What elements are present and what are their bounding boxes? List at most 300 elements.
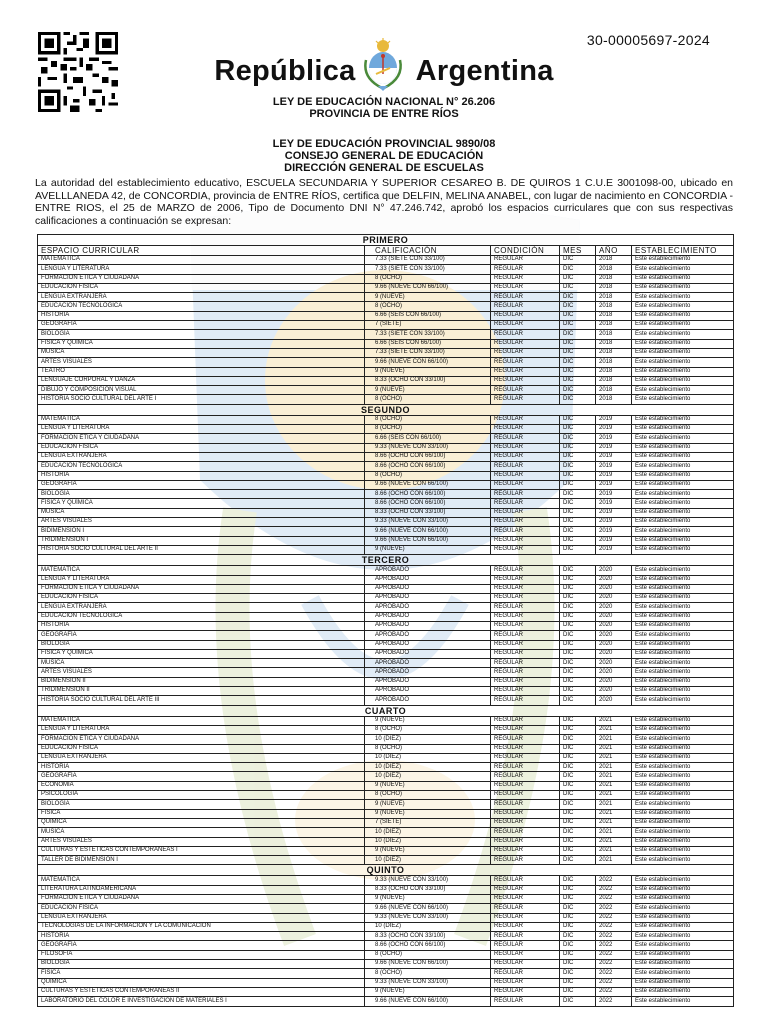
grade-cell: 8.66 (OCHO CON 66/100) [365, 941, 491, 950]
table-row [38, 876, 734, 885]
year-cell: 2019 [596, 490, 632, 499]
law-provincial: LEY DE EDUCACIÓN PROVINCIAL 9890/08 [272, 138, 496, 150]
section-header [38, 705, 734, 716]
year-cell: 2018 [596, 395, 632, 404]
school-cell: Este establecimiento [632, 480, 734, 489]
table-row [38, 584, 734, 593]
school-cell: Este establecimiento [632, 987, 734, 996]
table-row [38, 818, 734, 827]
condition-cell: REGULAR [491, 434, 560, 443]
subject-cell: ARTES VISUALES [38, 668, 365, 677]
school-cell: Este establecimiento [632, 621, 734, 630]
grade-cell: APROBADO [365, 621, 491, 630]
table-row [38, 265, 734, 274]
condition-cell: REGULAR [491, 386, 560, 395]
month-cell: DIC [560, 763, 596, 772]
table-row [38, 545, 734, 554]
section-header [38, 404, 734, 415]
month-cell: DIC [560, 659, 596, 668]
month-cell: DIC [560, 452, 596, 461]
grade-cell: 8 (OCHO) [365, 969, 491, 978]
subject-cell: HISTORIA [38, 621, 365, 630]
column-header: CALIFICACIÓN [365, 246, 491, 256]
year-cell: 2022 [596, 941, 632, 950]
table-row [38, 425, 734, 434]
year-cell: 2021 [596, 753, 632, 762]
month-cell: DIC [560, 603, 596, 612]
subject-cell: FORMACIÓN ÉTICA Y CIUDADANA [38, 434, 365, 443]
school-cell: Este establecimiento [632, 960, 734, 969]
month-cell: DIC [560, 376, 596, 385]
condition-cell: REGULAR [491, 330, 560, 339]
school-cell: Este establecimiento [632, 302, 734, 311]
subject-cell: BIDIMENSIÓN I [38, 527, 365, 536]
province-name: PROVINCIA DE ENTRE RÍOS [309, 108, 459, 120]
school-cell: Este establecimiento [632, 508, 734, 517]
school-cell: Este establecimiento [632, 809, 734, 818]
grade-cell: 6.66 (SEIS CON 66/100) [365, 434, 491, 443]
grade-cell: 9.66 (NUEVE CON 66/100) [365, 358, 491, 367]
month-cell: DIC [560, 302, 596, 311]
school-cell: Este establecimiento [632, 594, 734, 603]
grade-cell: 8 (OCHO) [365, 415, 491, 424]
school-cell: Este establecimiento [632, 425, 734, 434]
month-cell: DIC [560, 575, 596, 584]
month-cell: DIC [560, 566, 596, 575]
column-header-row [38, 246, 734, 256]
subject-cell: GEOGRAFÍA [38, 321, 365, 330]
table-row [38, 575, 734, 584]
table-row [38, 339, 734, 348]
condition-cell: REGULAR [491, 518, 560, 527]
year-cell: 2019 [596, 508, 632, 517]
grade-cell: APROBADO [365, 677, 491, 686]
school-cell: Este establecimiento [632, 283, 734, 292]
grade-cell: 8 (OCHO) [365, 471, 491, 480]
subject-cell: TRIDIMENSIÓN I [38, 536, 365, 545]
condition-cell: REGULAR [491, 452, 560, 461]
condition-cell: REGULAR [491, 471, 560, 480]
subject-cell: BIOLOGÍA [38, 640, 365, 649]
subject-cell: MÚSICA [38, 659, 365, 668]
table-row [38, 922, 734, 931]
condition-cell: REGULAR [491, 772, 560, 781]
section-header [38, 555, 734, 566]
school-cell: Este establecimiento [632, 499, 734, 508]
school-cell: Este establecimiento [632, 885, 734, 894]
grade-cell: 7.33 (SIETE CON 33/100) [365, 330, 491, 339]
subject-cell: LENGUA EXTRANJERA [38, 913, 365, 922]
grade-cell: 9.66 (NUEVE CON 66/100) [365, 527, 491, 536]
year-cell: 2021 [596, 744, 632, 753]
subject-cell: QUÍMICA [38, 818, 365, 827]
year-cell: 2020 [596, 649, 632, 658]
school-cell: Este establecimiento [632, 725, 734, 734]
grade-cell: 9 (NUEVE) [365, 809, 491, 818]
table-row [38, 443, 734, 452]
month-cell: DIC [560, 969, 596, 978]
table-row [38, 527, 734, 536]
direction-name: DIRECCIÓN GENERAL DE ESCUELAS [284, 162, 484, 174]
school-cell: Este establecimiento [632, 753, 734, 762]
condition-cell: REGULAR [491, 913, 560, 922]
condition-cell: REGULAR [491, 997, 560, 1006]
column-header: ESPACIO CURRICULAR [38, 246, 365, 256]
school-cell: Este establecimiento [632, 997, 734, 1006]
month-cell: DIC [560, 818, 596, 827]
table-row [38, 677, 734, 686]
condition-cell: REGULAR [491, 536, 560, 545]
year-cell: 2019 [596, 462, 632, 471]
month-cell: DIC [560, 621, 596, 630]
condition-cell: REGULAR [491, 348, 560, 357]
subject-cell: LENGUA EXTRANJERA [38, 603, 365, 612]
month-cell: DIC [560, 443, 596, 452]
document-number: 30-00005697-2024 [586, 32, 710, 48]
subject-cell: MÚSICA [38, 828, 365, 837]
year-cell: 2022 [596, 885, 632, 894]
condition-cell: REGULAR [491, 425, 560, 434]
subject-cell: FÍSICA Y QUÍMICA [38, 649, 365, 658]
subject-cell: FILOSOFÍA [38, 950, 365, 959]
grade-cell: 7 (SIETE) [365, 321, 491, 330]
table-row [38, 621, 734, 630]
subject-cell: EDUCACIÓN TECNOLÓGICA [38, 612, 365, 621]
subject-cell: EDUCACIÓN TECNOLÓGICA [38, 462, 365, 471]
certification-text: La autoridad del establecimiento educativo, ESCUELA SECUNDARIA Y SUPERIOR CESAREO B. DE QUIROS 1 C.U.E 3001098-00, ubicado en AVELLLANEDA 42, de CONCORDIA, provincia de ENTRE RÍOS, certifica que DELFIN, MELINA ANABEL, con lugar de nacimiento en CONCORDIA - ENTRE RIOS, el 25 de MARZO de 2006, Tipo de Documento DNI N° 47.246.742, aprobó los espacios curriculares que con sus respectivas calificaciones a continuación se expresan: [35, 177, 733, 227]
condition-cell: REGULAR [491, 904, 560, 913]
grade-cell: 8.66 (OCHO CON 66/100) [365, 452, 491, 461]
school-cell: Este establecimiento [632, 256, 734, 265]
grade-cell: 10 (DIEZ) [365, 828, 491, 837]
school-cell: Este establecimiento [632, 950, 734, 959]
month-cell: DIC [560, 545, 596, 554]
table-row [38, 904, 734, 913]
table-row [38, 941, 734, 950]
condition-cell: REGULAR [491, 376, 560, 385]
table-row [38, 960, 734, 969]
year-cell: 2022 [596, 960, 632, 969]
grade-cell: 10 (DIEZ) [365, 922, 491, 931]
subject-cell: EDUCACIÓN FÍSICA [38, 283, 365, 292]
table-row [38, 649, 734, 658]
table-row [38, 913, 734, 922]
subject-cell: MATEMÁTICA [38, 876, 365, 885]
year-cell: 2018 [596, 265, 632, 274]
year-cell: 2021 [596, 846, 632, 855]
school-cell: Este establecimiento [632, 659, 734, 668]
month-cell: DIC [560, 978, 596, 987]
school-cell: Este establecimiento [632, 443, 734, 452]
table-row [38, 837, 734, 846]
table-row [38, 885, 734, 894]
year-cell: 2019 [596, 545, 632, 554]
month-cell: DIC [560, 283, 596, 292]
school-cell: Este establecimiento [632, 969, 734, 978]
month-cell: DIC [560, 960, 596, 969]
month-cell: DIC [560, 828, 596, 837]
subject-cell: ECONOMÍA [38, 781, 365, 790]
condition-cell: REGULAR [491, 744, 560, 753]
subject-cell: HISTORIA [38, 932, 365, 941]
subject-cell: FORMACIÓN ÉTICA Y CIUDADANA [38, 735, 365, 744]
grade-cell: 8.33 (OCHO CON 33/100) [365, 508, 491, 517]
condition-cell: REGULAR [491, 649, 560, 658]
month-cell: DIC [560, 293, 596, 302]
grade-cell: 9.66 (NUEVE CON 66/100) [365, 480, 491, 489]
subject-cell: GEOGRAFÍA [38, 941, 365, 950]
year-cell: 2020 [596, 594, 632, 603]
year-cell: 2018 [596, 358, 632, 367]
subject-cell: HISTORIA [38, 763, 365, 772]
table-row [38, 763, 734, 772]
year-cell: 2022 [596, 895, 632, 904]
subject-cell: ARTES VISUALES [38, 358, 365, 367]
grade-cell: APROBADO [365, 631, 491, 640]
year-cell: 2018 [596, 256, 632, 265]
table-row [38, 508, 734, 517]
year-cell: 2018 [596, 339, 632, 348]
grade-cell: 9.66 (NUEVE CON 66/100) [365, 536, 491, 545]
table-row [38, 932, 734, 941]
grade-cell: 10 (DIEZ) [365, 856, 491, 865]
table-row [38, 978, 734, 987]
month-cell: DIC [560, 584, 596, 593]
month-cell: DIC [560, 358, 596, 367]
subject-cell: LENGUA Y LITERATURA [38, 265, 365, 274]
year-cell: 2020 [596, 640, 632, 649]
subject-cell: MÚSICA [38, 348, 365, 357]
school-cell: Este establecimiento [632, 837, 734, 846]
month-cell: DIC [560, 462, 596, 471]
table-row [38, 321, 734, 330]
grade-cell: 8 (OCHO) [365, 274, 491, 283]
grade-cell: 8.66 (OCHO CON 66/100) [365, 462, 491, 471]
grade-cell: 9 (NUEVE) [365, 895, 491, 904]
month-cell: DIC [560, 640, 596, 649]
table-row [38, 856, 734, 865]
condition-cell: REGULAR [491, 969, 560, 978]
grade-cell: 6.66 (SEIS CON 66/100) [365, 311, 491, 320]
grade-cell: 8 (OCHO) [365, 725, 491, 734]
year-cell: 2022 [596, 904, 632, 913]
condition-cell: REGULAR [491, 856, 560, 865]
year-cell: 2022 [596, 969, 632, 978]
table-row [38, 594, 734, 603]
month-cell: DIC [560, 527, 596, 536]
school-cell: Este establecimiento [632, 612, 734, 621]
school-cell: Este establecimiento [632, 471, 734, 480]
year-cell: 2018 [596, 274, 632, 283]
condition-cell: REGULAR [491, 932, 560, 941]
month-cell: DIC [560, 809, 596, 818]
table-row [38, 809, 734, 818]
year-cell: 2020 [596, 677, 632, 686]
month-cell: DIC [560, 772, 596, 781]
grade-cell: 9.33 (NUEVE CON 33/100) [365, 978, 491, 987]
school-cell: Este establecimiento [632, 631, 734, 640]
condition-cell: REGULAR [491, 922, 560, 931]
subject-cell: TECNOLOGÍAS DE LA INFORMACIÓN Y LA COMUNICACIÓN [38, 922, 365, 931]
grade-cell: 9.33 (NUEVE CON 33/100) [365, 876, 491, 885]
grade-cell: APROBADO [365, 668, 491, 677]
grade-cell: 10 (DIEZ) [365, 735, 491, 744]
grade-cell: 9.33 (NUEVE CON 33/100) [365, 443, 491, 452]
month-cell: DIC [560, 348, 596, 357]
grade-cell: 9 (NUEVE) [365, 800, 491, 809]
year-cell: 2022 [596, 932, 632, 941]
grade-cell: 9.66 (NUEVE CON 66/100) [365, 283, 491, 292]
subject-cell: DIBUJO Y COMPOSICIÓN VISUAL [38, 386, 365, 395]
condition-cell: REGULAR [491, 895, 560, 904]
month-cell: DIC [560, 791, 596, 800]
grade-cell: 8 (OCHO) [365, 425, 491, 434]
school-cell: Este establecimiento [632, 846, 734, 855]
year-cell: 2021 [596, 809, 632, 818]
month-cell: DIC [560, 321, 596, 330]
law-national: LEY DE EDUCACIÓN NACIONAL N° 26.206 [272, 96, 496, 108]
year-cell: 2020 [596, 584, 632, 593]
school-cell: Este establecimiento [632, 339, 734, 348]
school-cell: Este establecimiento [632, 800, 734, 809]
year-cell: 2021 [596, 818, 632, 827]
year-cell: 2022 [596, 997, 632, 1006]
school-cell: Este establecimiento [632, 265, 734, 274]
condition-cell: REGULAR [491, 885, 560, 894]
subject-cell: FORMACIÓN ÉTICA Y CIUDADANA [38, 274, 365, 283]
table-row [38, 395, 734, 404]
month-cell: DIC [560, 725, 596, 734]
year-cell: 2021 [596, 763, 632, 772]
month-cell: DIC [560, 256, 596, 265]
subject-cell: QUÍMICA [38, 978, 365, 987]
condition-cell: REGULAR [491, 443, 560, 452]
condition-cell: REGULAR [491, 621, 560, 630]
month-cell: DIC [560, 753, 596, 762]
condition-cell: REGULAR [491, 499, 560, 508]
month-cell: DIC [560, 425, 596, 434]
year-cell: 2018 [596, 376, 632, 385]
condition-cell: REGULAR [491, 781, 560, 790]
subject-cell: BIOLOGÍA [38, 490, 365, 499]
column-header: AÑO [596, 246, 632, 256]
subject-cell: CULTURAS Y ESTÉTICAS CONTEMPORÁNEAS I [38, 846, 365, 855]
table-row [38, 302, 734, 311]
condition-cell: REGULAR [491, 395, 560, 404]
grade-cell: 10 (DIEZ) [365, 753, 491, 762]
school-cell: Este establecimiento [632, 818, 734, 827]
grade-cell: 9.33 (NUEVE CON 33/100) [365, 913, 491, 922]
condition-cell: REGULAR [491, 256, 560, 265]
subject-cell: LENGUA Y LITERATURA [38, 425, 365, 434]
month-cell: DIC [560, 687, 596, 696]
grade-cell: 8.33 (OCHO CON 33/100) [365, 932, 491, 941]
table-row [38, 415, 734, 424]
year-cell: 2018 [596, 348, 632, 357]
subject-cell: BIOLOGÍA [38, 330, 365, 339]
month-cell: DIC [560, 508, 596, 517]
month-cell: DIC [560, 518, 596, 527]
table-row [38, 781, 734, 790]
table-row [38, 772, 734, 781]
year-cell: 2018 [596, 283, 632, 292]
condition-cell: REGULAR [491, 612, 560, 621]
subject-cell: FÍSICA Y QUÍMICA [38, 499, 365, 508]
month-cell: DIC [560, 904, 596, 913]
year-cell: 2022 [596, 987, 632, 996]
school-cell: Este establecimiento [632, 434, 734, 443]
grade-cell: 10 (DIEZ) [365, 772, 491, 781]
month-cell: DIC [560, 696, 596, 705]
grade-cell: 9 (NUEVE) [365, 846, 491, 855]
subject-cell: LENGUAJE CORPORAL Y DANZA [38, 376, 365, 385]
year-cell: 2021 [596, 791, 632, 800]
year-cell: 2021 [596, 735, 632, 744]
table-row [38, 603, 734, 612]
year-cell: 2020 [596, 668, 632, 677]
condition-cell: REGULAR [491, 527, 560, 536]
table-row [38, 744, 734, 753]
school-cell: Este establecimiento [632, 376, 734, 385]
section-title: QUINTO [38, 865, 734, 876]
month-cell: DIC [560, 677, 596, 686]
condition-cell: REGULAR [491, 545, 560, 554]
condition-cell: REGULAR [491, 311, 560, 320]
school-cell: Este establecimiento [632, 584, 734, 593]
condition-cell: REGULAR [491, 837, 560, 846]
year-cell: 2022 [596, 978, 632, 987]
condition-cell: REGULAR [491, 876, 560, 885]
grade-cell: 8 (OCHO) [365, 791, 491, 800]
condition-cell: REGULAR [491, 763, 560, 772]
month-cell: DIC [560, 997, 596, 1006]
month-cell: DIC [560, 536, 596, 545]
condition-cell: REGULAR [491, 696, 560, 705]
column-header: ESTABLECIMIENTO [632, 246, 734, 256]
grade-cell: 7.33 (SIETE CON 33/100) [365, 348, 491, 357]
condition-cell: REGULAR [491, 941, 560, 950]
year-cell: 2022 [596, 950, 632, 959]
month-cell: DIC [560, 941, 596, 950]
year-cell: 2019 [596, 443, 632, 452]
school-cell: Este establecimiento [632, 603, 734, 612]
school-cell: Este establecimiento [632, 922, 734, 931]
table-row [38, 566, 734, 575]
month-cell: DIC [560, 913, 596, 922]
year-cell: 2020 [596, 687, 632, 696]
subject-cell: EDUCACIÓN TECNOLÓGICA [38, 302, 365, 311]
month-cell: DIC [560, 367, 596, 376]
table-row [38, 612, 734, 621]
month-cell: DIC [560, 668, 596, 677]
grade-cell: 10 (DIEZ) [365, 763, 491, 772]
school-cell: Este establecimiento [632, 367, 734, 376]
school-cell: Este establecimiento [632, 293, 734, 302]
grade-cell: 9 (NUEVE) [365, 781, 491, 790]
table-row [38, 987, 734, 996]
year-cell: 2021 [596, 837, 632, 846]
month-cell: DIC [560, 594, 596, 603]
condition-cell: REGULAR [491, 659, 560, 668]
title-argentina: Argentina [415, 55, 554, 87]
section-header [38, 865, 734, 876]
subject-cell: EDUCACIÓN FÍSICA [38, 594, 365, 603]
condition-cell: REGULAR [491, 735, 560, 744]
school-cell: Este establecimiento [632, 978, 734, 987]
school-cell: Este establecimiento [632, 735, 734, 744]
condition-cell: REGULAR [491, 490, 560, 499]
year-cell: 2022 [596, 913, 632, 922]
